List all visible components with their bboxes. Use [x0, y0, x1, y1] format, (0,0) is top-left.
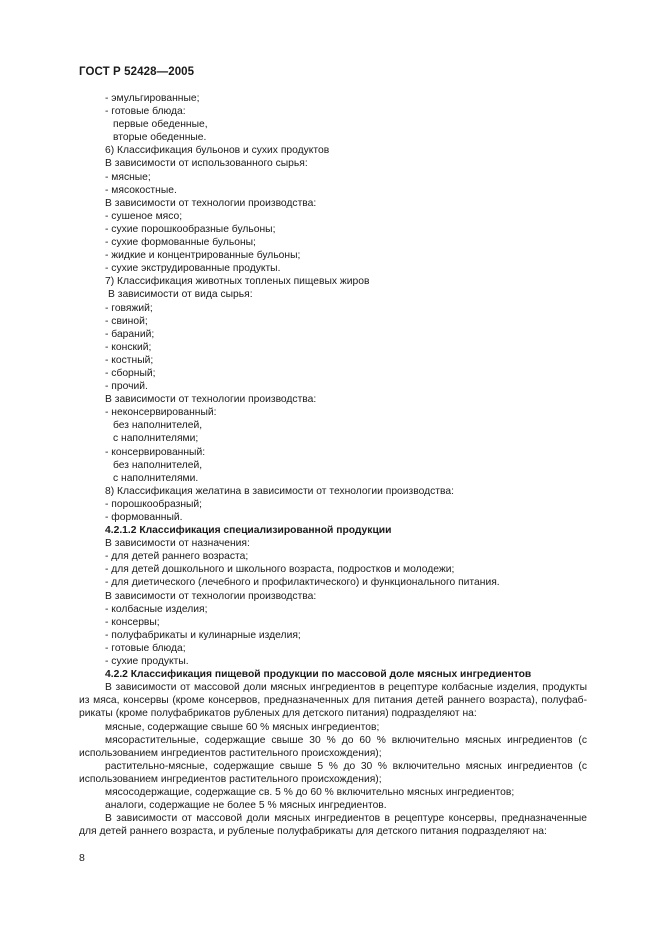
- text-line: - сухие экструдированные продукты.: [105, 263, 281, 275]
- text-line: - формованный.: [105, 512, 183, 523]
- text-line: - конский;: [105, 341, 152, 353]
- text-line: без наполнителей,: [113, 420, 203, 432]
- text-line: - полуфабрикаты и кулинарные изделия;: [105, 629, 301, 641]
- text-line: использованием ингредиентов растительного происхождения);: [79, 773, 382, 785]
- text-line: с наполнителями;: [113, 433, 199, 445]
- document-body: [79, 92, 587, 838]
- text-line: - эмульгированные;: [105, 93, 200, 104]
- text-line: В зависимости от массовой доли мясных ингредиентов в рецептуре консервы, предназначенные: [105, 813, 587, 825]
- text-line: - для диетического (лечебного и профилактического) и функционального питания.: [105, 577, 500, 589]
- text-line: без наполнителей,: [113, 459, 203, 471]
- text-line: - консервированный:: [105, 446, 206, 458]
- text-line: - сухие формованные бульоны;: [105, 237, 256, 249]
- page-number: 8: [79, 852, 85, 864]
- text-line: аналоги, содержащие не более 5 % мясных ингредиентов.: [105, 800, 387, 812]
- text-line: - готовые блюда;: [105, 642, 186, 654]
- text-line: 6) Классификация бульонов и сухих продуктов: [105, 145, 330, 157]
- text-line: - порошкообразный;: [105, 498, 203, 510]
- text-line: вторые обеденные.: [113, 132, 207, 144]
- text-line: из мяса, консервы (кроме консервов, предназначенных для питания детей раннего возраста), полуфаб-: [79, 695, 587, 707]
- text-line: растительно-мясные, содержащие свыше 5 % до 30 % включительно мясных ингредиентов (с: [105, 760, 587, 772]
- text-line: - колбасные изделия;: [105, 603, 208, 615]
- text-line: - для детей дошкольного и школьного возраста, подростков и молодежи;: [105, 564, 455, 576]
- text-line: - сушеное мясо;: [105, 210, 183, 222]
- text-line: с наполнителями.: [113, 472, 199, 484]
- text-line: - мясокостные.: [105, 184, 177, 196]
- text-line: мясосодержащие, содержащие св. 5 % до 60 % включительно мясных ингредиентов;: [105, 786, 515, 798]
- text-line: - костный;: [105, 354, 154, 366]
- text-line: - готовые блюда:: [105, 106, 186, 118]
- text-line: - жидкие и концентрированные бульоны;: [105, 250, 301, 262]
- text-line: В зависимости от использованного сырья:: [105, 158, 308, 170]
- text-line: В зависимости от вида сырья:: [108, 289, 253, 301]
- section-heading: 4.2.2 Классификация пищевой продукции по массовой доле мясных ингредиентов: [105, 669, 532, 681]
- text-line: - консервы;: [105, 616, 160, 628]
- text-line: - сухие порошкообразные бульоны;: [105, 223, 276, 235]
- text-line: - свиной;: [105, 315, 148, 327]
- text-line: В зависимости от технологии производства:: [105, 394, 317, 406]
- text-line: - для детей раннего возраста;: [105, 551, 249, 563]
- section-heading: 4.2.1.2 Классификация специализированной продукции: [105, 525, 392, 537]
- text-line: В зависимости от массовой доли мясных ингредиентов в рецептуре колбасные изделия, продукты: [105, 682, 587, 694]
- text-line: для детей раннего возраста, и рубленые полуфабрикаты для детского питания подразделяют на:: [79, 826, 547, 838]
- text-line: мясные, содержащие свыше 60 % мясных ингредиентов;: [105, 721, 380, 733]
- text-line: - сборный;: [105, 367, 156, 379]
- text-line: - сухие продукты.: [105, 656, 189, 668]
- text-line: В зависимости от назначения:: [105, 538, 250, 550]
- text-line: мясорастительные, содержащие свыше 30 % до 60 % включительно мясных ингредиентов (с: [105, 734, 587, 746]
- text-line: В зависимости от технологии производства:: [105, 590, 317, 602]
- text-line: - говяжий;: [105, 302, 153, 314]
- text-line: - прочий.: [105, 381, 148, 393]
- text-line: 8) Классификация желатина в зависимости от технологии производства:: [105, 485, 454, 497]
- text-line: - мясные;: [105, 171, 151, 183]
- text-line: 7) Классификация животных топленых пищевых жиров: [105, 276, 370, 288]
- text-line: рикаты (кроме полуфабрикатов рубленых для детского питания) подразделяют на:: [79, 708, 477, 720]
- document-header: ГОСТ Р 52428—2005: [79, 66, 195, 78]
- text-line: - бараний;: [105, 328, 155, 340]
- text-line: В зависимости от технологии производства:: [105, 197, 317, 209]
- text-line: первые обеденные,: [113, 119, 208, 131]
- text-line: использованием ингредиентов растительного происхождения);: [79, 747, 382, 759]
- text-line: - неконсервированный:: [105, 407, 217, 419]
